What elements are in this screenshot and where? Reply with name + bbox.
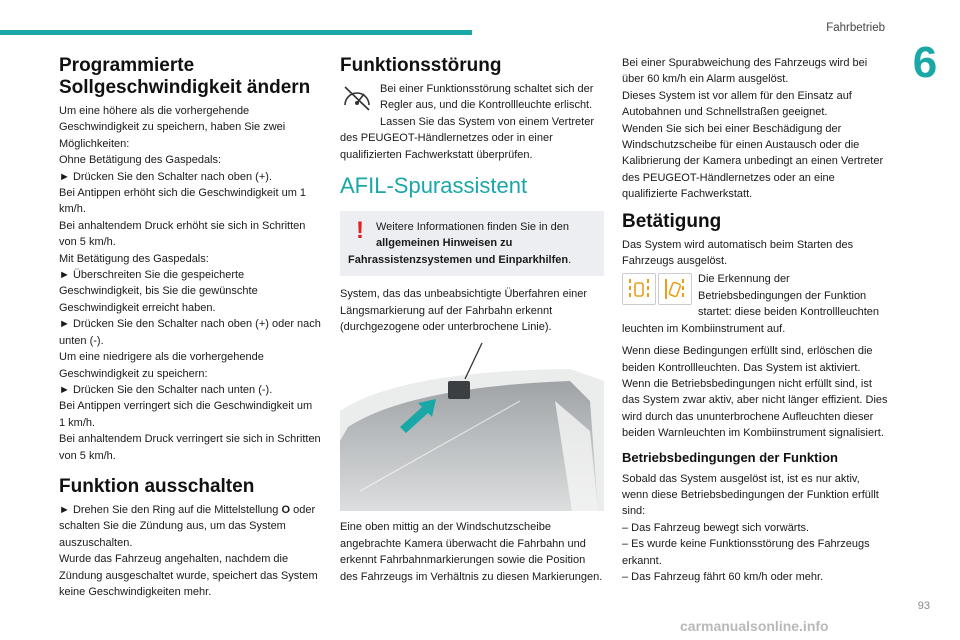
operation-start-text: Das System wird automatisch beim Starten des Fahrzeugs ausgelöst.: [622, 238, 854, 268]
column-right: [622, 55, 888, 591]
heading-operation: Betätigung: [622, 210, 722, 232]
column-middle: [340, 55, 604, 591]
chapter-number: 6: [912, 38, 938, 87]
heading-change-speed: Programmierte Sollgeschwindigkeit ändern: [59, 55, 311, 98]
heading-malfunction: Funktionsstörung: [340, 55, 502, 76]
section-label: Fahrbetrieb: [826, 22, 885, 34]
speedometer-fault-icon: [340, 83, 374, 118]
malfunction-paragraph: Bei einer Funktionsstörung schaltet sich der Regler aus, und die Kontrollleuchte erlischt. Lassen Sie das System von einem Vertreter des PEUGEOT-Händlernetzes oder in einer qualifizierten Fachwerkstatt überprüfen.: [340, 83, 594, 161]
lane-warning-lamp-icon: [622, 273, 656, 305]
change-speed-text: Um eine höhere als die vorhergehende Geschwindigkeit zu speichern, haben Sie zwei Möglichkeiten: Ohne Betätigung des Gaspedals: ► Drücken Sie den Schalter nach oben (+). Bei Antippen erhöht sich die Geschwindigkeit um 1 km/h. Bei anhaltendem Druck erhöht sie sich in Schritten von 5 km/h. Mit Betätigung des Gaspedals: ► Überschreiten Sie die gespeicherte Geschwindigkeit, bis Sie die gewünschte Geschwindigkeit erreicht haben. ► Drücken Sie den Schalter nach oben (+) oder nach unten (-). Um eine niedrigere als die vorhergehende Geschwindigkeit zu speichern: ► Drücken Sie den Schalter nach unten (-). Bei Antippen verringert sich die Geschwindigkeit um 1 km/h. Bei anhaltendem Druck verringert sie sich in Schritten von 5 km/h.: [59, 105, 321, 462]
watermark: carmanualsonline.info: [680, 618, 829, 634]
heading-afil: AFIL-Spurassistent: [340, 173, 528, 199]
exclamation-icon: !: [356, 217, 364, 245]
column-left: [59, 55, 321, 606]
heading-operating-conditions: Betriebsbedingungen der Funktion: [622, 449, 838, 465]
header-accent-bar: [0, 30, 472, 35]
info-box: ! Weitere Informationen finden Sie in den allgemeinen Hinweisen zu Fahrassistenzsystemen und Einparkhilfen.: [340, 211, 604, 276]
figure-caption: Eine oben mittig an der Windschutzscheibe angebrachte Kamera überwacht die Fahrbahn und erkennt Fahrbahnmarkierungen sowie die Position des Fahrzeugs im Verhältnis zu diesen Markierungen.: [340, 521, 603, 583]
conditions-text: Wenn diese Bedingungen erfüllt sind, erlöschen die beiden Kontrollleuchten. Das System ist aktiviert. Wenn die Betriebsbedingungen nicht erfüllt sind, ist das System zwar aktiv, aber nicht länger effizient. Dies wird durch das ununterbrochene Aufleuchten dieser beiden Warnleuchten im Kombiinstrument signalisiert.: [622, 345, 888, 440]
operating-conditions-text: Sobald das System ausgelöst ist, ist es nur aktiv, wenn diese Betriebsbedingungen der Funktion erfüllt sind: – Das Fahrzeug bewegt sich vorwärts. – Es wurde keine Funktionsstörung des Fahrzeugs erkannt. – Das Fahrzeug fährt 60 km/h oder mehr.: [622, 472, 879, 583]
warning-lights-paragraph: Die Erkennung der Betriebsbedingungen der Funktion startet: diese beiden Kontrollleuchten leuchten im Kombiinstrument auf.: [622, 273, 880, 335]
windshield-camera-illustration: [340, 341, 604, 511]
lane-departure-text: Bei einer Spurabweichung des Fahrzeugs wird bei über 60 km/h ein Alarm ausgelöst. Dieses System ist vor allem für den Einsatz auf Autobahnen und Schnellstraßen geeignet. Wenden Sie sich bei einer Beschädigung der Windschutzscheibe für einen Austausch oder die Kalibrierung der Kamera unbedingt an einen Vertreter des PEUGEOT-Händlernetzes oder an eine qualifizierte Fachwerkstatt.: [622, 57, 884, 201]
heading-switch-off: Funktion ausschalten: [59, 475, 255, 497]
switch-off-text: ► Drehen Sie den Ring auf die Mittelstellung O oder schalten Sie die Zündung aus, um das System auszuschalten. Wurde das Fahrzeug angehalten, nachdem die Zündung ausgeschaltet wurde, speichert das System keine Geschwindigkeiten mehr.: [59, 503, 318, 598]
lane-assist-lamp-icon: [658, 273, 692, 305]
page-number: 93: [917, 600, 930, 612]
afil-description: System, das das unbeabsichtigte Überfahren einer Längsmarkierung auf der Fahrbahn erkennt (durchgezogene oder unterbrochene Linie).: [340, 288, 588, 334]
